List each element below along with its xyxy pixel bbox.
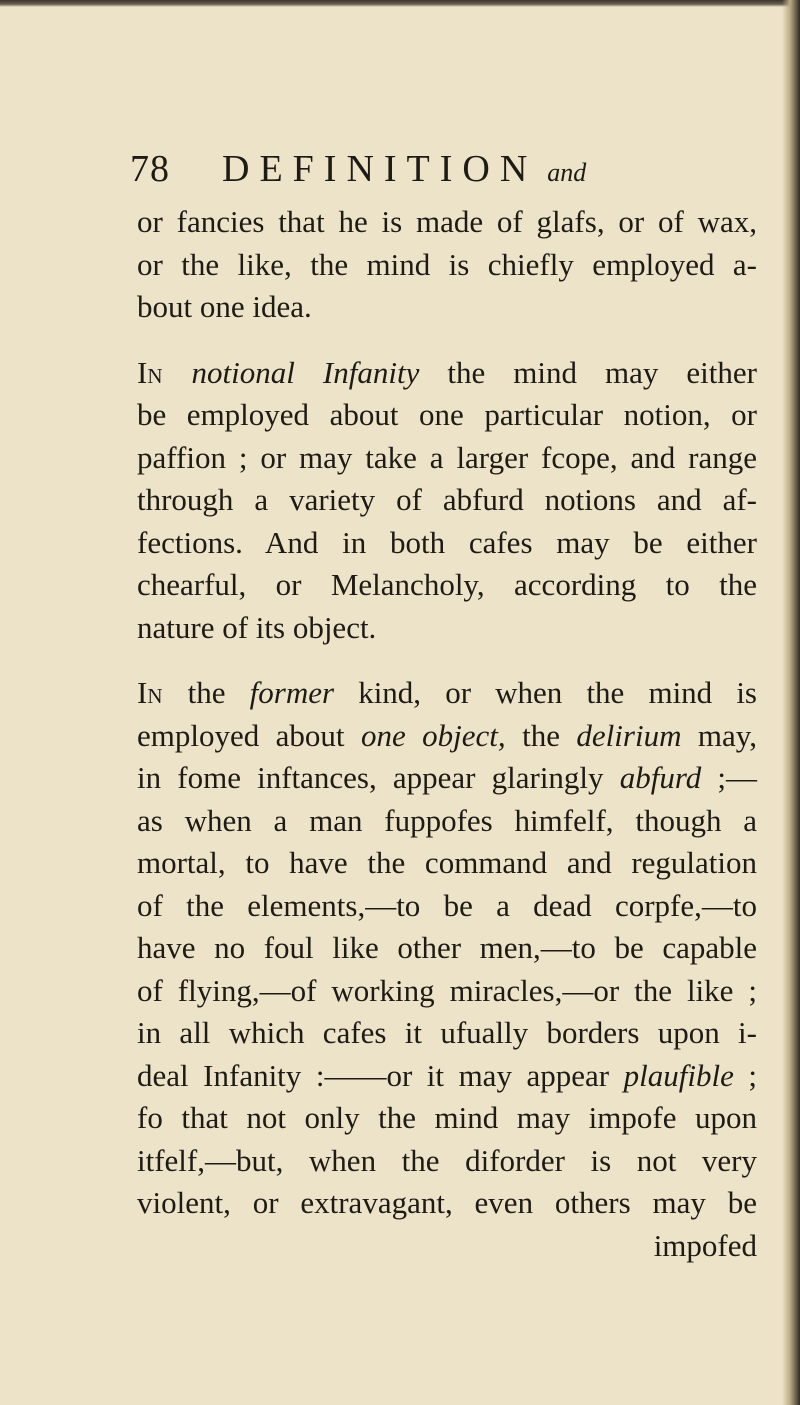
italic-phrase: one object, bbox=[360, 717, 506, 753]
text-line: violent, or extravagant, even others may be bbox=[137, 1185, 757, 1220]
paragraph-3 bbox=[137, 672, 757, 1267]
line-rest: the mind may either bbox=[447, 354, 757, 390]
drop-initial: I bbox=[137, 675, 148, 710]
text-line: be employed about one particular notion, or bbox=[137, 397, 757, 432]
text-line: itfelf,—but, when the diforder is not very bbox=[137, 1142, 757, 1178]
text-line bbox=[137, 352, 757, 395]
small-caps: N bbox=[147, 363, 164, 388]
paragraph-1 bbox=[137, 201, 757, 329]
line-pre: deal Infanity :——or it may appear bbox=[137, 1057, 610, 1093]
italic-phrase: former bbox=[249, 675, 335, 710]
page-spine-shadow bbox=[782, 0, 800, 1405]
drop-initial: I bbox=[137, 354, 148, 390]
text-line: bout one idea. bbox=[137, 289, 312, 324]
text-line: as when a man fuppofes himfelf, though a bbox=[137, 802, 757, 838]
line-pre: employed about bbox=[137, 717, 345, 753]
running-title-suffix: and bbox=[547, 158, 587, 187]
line-rest: ;— bbox=[717, 760, 758, 795]
page-number: 78 bbox=[130, 148, 170, 190]
page-top-shadow bbox=[0, 0, 800, 7]
line-pre: the bbox=[187, 675, 226, 710]
text-line: of the elements,—to be a dead corpfe,—to bbox=[137, 887, 757, 923]
line-rest: ; bbox=[748, 1057, 758, 1093]
text-line: through a variety of abfurd notions and af- bbox=[137, 482, 757, 517]
text-line bbox=[137, 1055, 757, 1098]
text-line: chearful, or Melancholy, according to the bbox=[137, 567, 757, 602]
text-line: nature of its object. bbox=[137, 609, 377, 645]
text-line: or fancies that he is made of glafs, or of wax, bbox=[137, 204, 757, 239]
text-line: fo that not only the mind may impofe upon bbox=[137, 1100, 757, 1135]
line-rest: kind, or when the mind is bbox=[358, 675, 757, 710]
italic-phrase: delirium bbox=[576, 717, 682, 753]
text-line: of flying,—of working miracles,—or the like ; bbox=[137, 972, 757, 1008]
italic-phrase: abfurd bbox=[619, 760, 702, 795]
body-text bbox=[137, 201, 757, 1267]
line-pre: in fome inftances, appear glaringly bbox=[137, 760, 604, 795]
running-title: DEFINITION bbox=[222, 148, 538, 190]
text-line bbox=[137, 757, 757, 800]
catchword: impofed bbox=[653, 1227, 757, 1263]
text-line bbox=[137, 715, 757, 758]
text-line: paffion ; or may take a larger fcope, and range bbox=[137, 439, 757, 475]
italic-phrase: plaufible bbox=[623, 1057, 734, 1093]
paragraph-2 bbox=[137, 352, 757, 650]
line-rest: may, bbox=[697, 717, 758, 753]
text-line: have no foul like other men,—to be capable bbox=[137, 930, 757, 965]
text-line bbox=[137, 672, 757, 715]
text-line: or the like, the mind is chiefly employed a- bbox=[137, 246, 757, 282]
running-header bbox=[130, 147, 750, 195]
line-mid: the bbox=[522, 717, 560, 753]
small-caps: N bbox=[147, 684, 164, 708]
text-line: fections. And in both cafes may be either bbox=[137, 524, 757, 560]
text-line: in all which cafes it ufually borders upon i- bbox=[137, 1015, 757, 1050]
text-line: mortal, to have the command and regulation bbox=[137, 845, 757, 880]
italic-phrase: notional Infanity bbox=[191, 354, 420, 390]
